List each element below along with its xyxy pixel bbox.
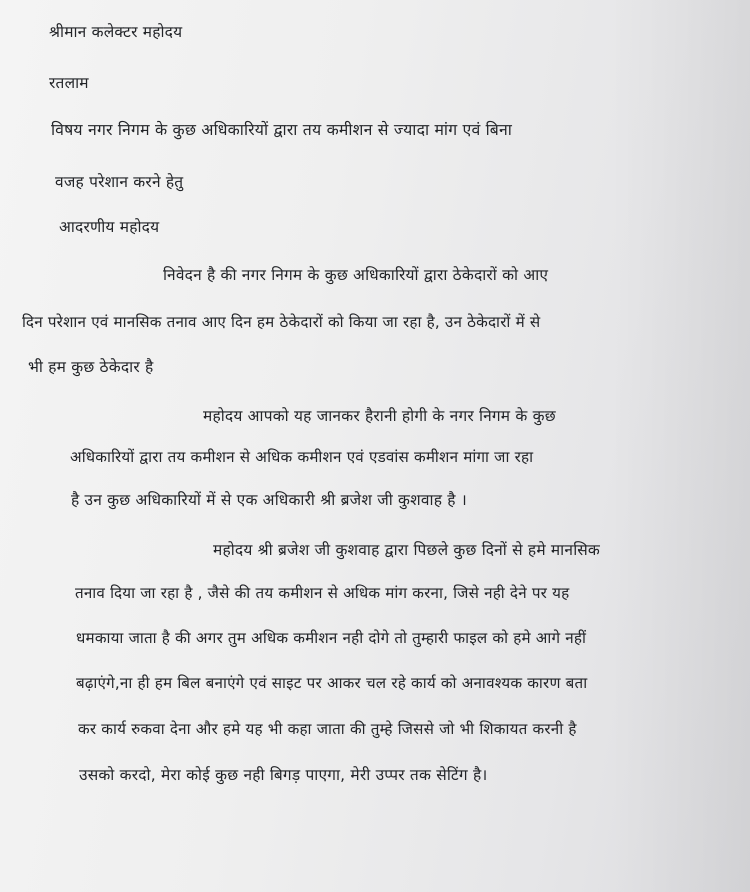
paragraph-3-line-2: तनाव दिया जा रहा है , जैसे की तय कमीशन से अधिक मांग करना, जिसे नही देने पर यह bbox=[75, 584, 570, 602]
greeting: आदरणीय महोदय bbox=[59, 218, 160, 236]
paragraph-1-line-1: निवेदन है की नगर निगम के कुछ अधिकारियों द्वारा ठेकेदारों को आए bbox=[163, 266, 549, 284]
paragraph-2-line-3: है उन कुछ अधिकारियों में से एक अधिकारी श्री ब्रजेश जी कुशवाह है । bbox=[71, 491, 467, 509]
paragraph-3-line-3: धमकाया जाता है की अगर तुम अधिक कमीशन नही दोगे तो तुम्हारी फाइल को हमे आगे नहीं bbox=[76, 629, 587, 647]
paragraph-3-line-6: उसको करदो, मेरा कोई कुछ नही बिगड़ पाएगा, मेरी उप्पर तक सेटिंग है। bbox=[79, 766, 488, 784]
paragraph-2-line-1: महोदय आपको यह जानकर हैरानी होगी के नगर निगम के कुछ bbox=[203, 407, 556, 425]
paragraph-1-line-3: भी हम कुछ ठेकेदार है bbox=[28, 358, 154, 376]
subject-line-1: विषय नगर निगम के कुछ अधिकारियों द्वारा तय कमीशन से ज्यादा मांग एवं बिना bbox=[51, 120, 513, 139]
page-shadow bbox=[610, 0, 750, 892]
paragraph-2-line-2: अधिकारियों द्वारा तय कमीशन से अधिक कमीशन एवं एडवांस कमीशन मांगा जा रहा bbox=[70, 448, 534, 466]
subject-line-2: वजह परेशान करने हेतु bbox=[55, 173, 184, 191]
paragraph-3-line-4: बढ़ाएंगे,ना ही हम बिल बनाएंगे एवं साइट पर आकर चल रहे कार्य को अनावश्यक कारण बता bbox=[76, 674, 588, 692]
paragraph-1-line-2: दिन परेशान एवं मानसिक तनाव आए दिन हम ठेकेदारों को किया जा रहा है, उन ठेकेदारों में से bbox=[22, 313, 541, 331]
paragraph-3-line-1: महोदय श्री ब्रजेश जी कुशवाह द्वारा पिछले कुछ दिनों से हमे मानसिक bbox=[213, 541, 601, 559]
paragraph-3-line-5: कर कार्य रुकवा देना और हमे यह भी कहा जाता की तुम्हे जिससे जो भी शिकायत करनी है bbox=[78, 720, 577, 738]
addressee: श्रीमान कलेक्टर महोदय bbox=[49, 23, 183, 41]
addressee-city: रतलाम bbox=[49, 74, 89, 92]
